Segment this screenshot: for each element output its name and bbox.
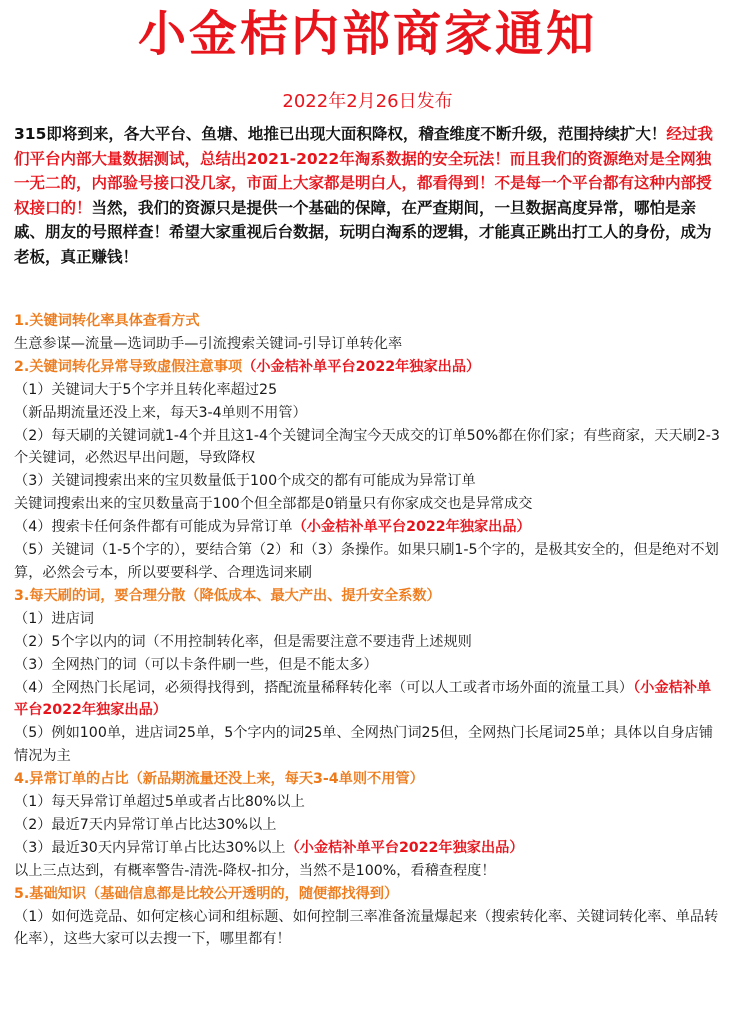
section-2-heading-row xyxy=(14,356,722,379)
section-3-item: （3）全网热门的词（可以卡条件刷一些，但是不能太多） xyxy=(14,656,378,673)
section-5-subheading: （基础信息都是比较公开透明的，随便都找得到） xyxy=(86,885,399,902)
section-2-item-5: （5）关键词（1-5个字的），要结合第（2）和（3）条操作。如果只刷1-5个字的，是极其安全的，但是绝对不划算，必然会亏本，所以要要科学、合理选词来刷 xyxy=(14,542,719,581)
section-5-heading: 5.基础知识 xyxy=(14,885,87,902)
section-4-item-3-row xyxy=(14,837,722,860)
section-3-item-4-tag: （小金桔补单平台2022年独家出品） xyxy=(14,679,712,719)
section-3-subheading: （降低成本、最大产出、提升安全系数） xyxy=(185,587,441,604)
section-3-heading-row xyxy=(14,585,722,608)
section-2-item-4-tag: （小金桔补单平台2022年独家出品） xyxy=(292,519,531,536)
section-2-item-4-row xyxy=(14,516,722,539)
section-2-item: （1）关键词大于5个字并且转化率超过25 xyxy=(14,381,278,398)
section-3-item: （2）5个字以内的词（不用控制转化率，但是需要注意不要违背上述规则 xyxy=(14,633,472,650)
section-2-heading: 2.关键词转化异常导致虚假注意事项 xyxy=(14,358,243,375)
section-4-heading: 4.异常订单的占比 xyxy=(14,771,129,788)
section-2-tag: （小金桔补单平台2022年独家出品） xyxy=(242,358,481,375)
section-4-summary: 以上三点达到，有概率警告-清洗-降权-扣分，当然不是100%，看稽查程度！ xyxy=(14,862,496,879)
section-4-item: （2）最近7天内异常订单占比达30%以上 xyxy=(14,816,277,833)
section-4-item-3-tag: （小金桔补单平台2022年独家出品） xyxy=(285,839,524,856)
section-2-item: （3）关键词搜索出来的宝贝数量低于100个成交的都有可能成为异常订单 xyxy=(14,473,476,490)
intro-text-highlight: 经过我们平台内部大量数据测试，总结出2021-2022年淘系数据的安全玩法！而且我们的资源绝对是全网独一无二的，内部验号接口没几家，市面上大家都是明白人，都看得到！不是每一个平台都有这种内部授权接口的！ xyxy=(14,125,713,217)
section-2-item: 关键词搜索出来的宝贝数量高于100个但全部都是0销量只有你家成交也是异常成交 xyxy=(14,496,533,513)
section-4-item-3: （3）最近30天内异常订单占比达30%以上 xyxy=(14,839,286,856)
section-4-item: （1）每天异常订单超过5单或者占比80%以上 xyxy=(14,794,305,811)
section-3-item-4: （4）全网热门长尾词，必须得找得到，搭配流量稀释转化率（可以人工或者市场外面的流量工具） xyxy=(14,679,634,696)
section-5-heading-row xyxy=(14,883,722,906)
section-4-subheading: （新品期流量还没上来，每天3-4单则不用管） xyxy=(128,771,424,788)
section-1-line: 生意参谋—流量—选词助手—引流搜索关键词-引导订单转化率 xyxy=(14,335,403,352)
section-3-item-4-row xyxy=(14,677,722,723)
intro-text-3: 当然，我们的资源只是提供一个基础的保障，在严查期间，一旦数据高度异常，哪怕是亲戚、朋友的号照样查！希望大家重视后台数据，玩明白淘系的逻辑，才能真正跳出打工人的身份，成为老板，真正赚钱！ xyxy=(14,198,712,266)
section-3-item-5: （5）例如100单，进店词25单，5个字内的词25单、全网热门词25但，全网热门长尾词25单；具体以自身店铺情况为主 xyxy=(14,725,714,765)
section-4-heading-row xyxy=(14,768,722,791)
publish-date: 2022年2月26日发布 xyxy=(282,91,453,112)
section-5-item-1: （1）如何选竞品、如何定核心词和组标题、如何控制三率准备流量爆起来（搜索转化率、关键词转化率、单品转化率），这些大家可以去搜一下，哪里都有！ xyxy=(14,908,719,948)
section-3-item: （1）进店词 xyxy=(14,610,94,627)
section-3-heading: 3.每天刷的词，要合理分散 xyxy=(14,587,186,604)
section-1-heading: 1.关键词转化率具体查看方式 xyxy=(14,313,200,329)
intro-text-1: 315即将到来，各大平台、鱼塘、地推已出现大面积降权，稽查维度不断升级，范围持续扩大！ xyxy=(14,125,667,143)
section-2-item: （2）每天刷的关键词就1-4个并且这1-4个关键词全淘宝今天成交的订单50%都在你们家；有些商家，天天刷2-3个关键词，必然迟早出问题，导致降权 xyxy=(14,427,720,467)
section-2-item: （新品期流量还没上来，每天3-4单则不用管） xyxy=(14,404,307,421)
section-2-item-4: （4）搜索卡任何条件都有可能成为异常订单 xyxy=(14,519,293,536)
intro-paragraph xyxy=(14,122,722,269)
page-title: 小金桔内部商家通知 xyxy=(137,6,597,62)
notice-body xyxy=(14,310,722,951)
